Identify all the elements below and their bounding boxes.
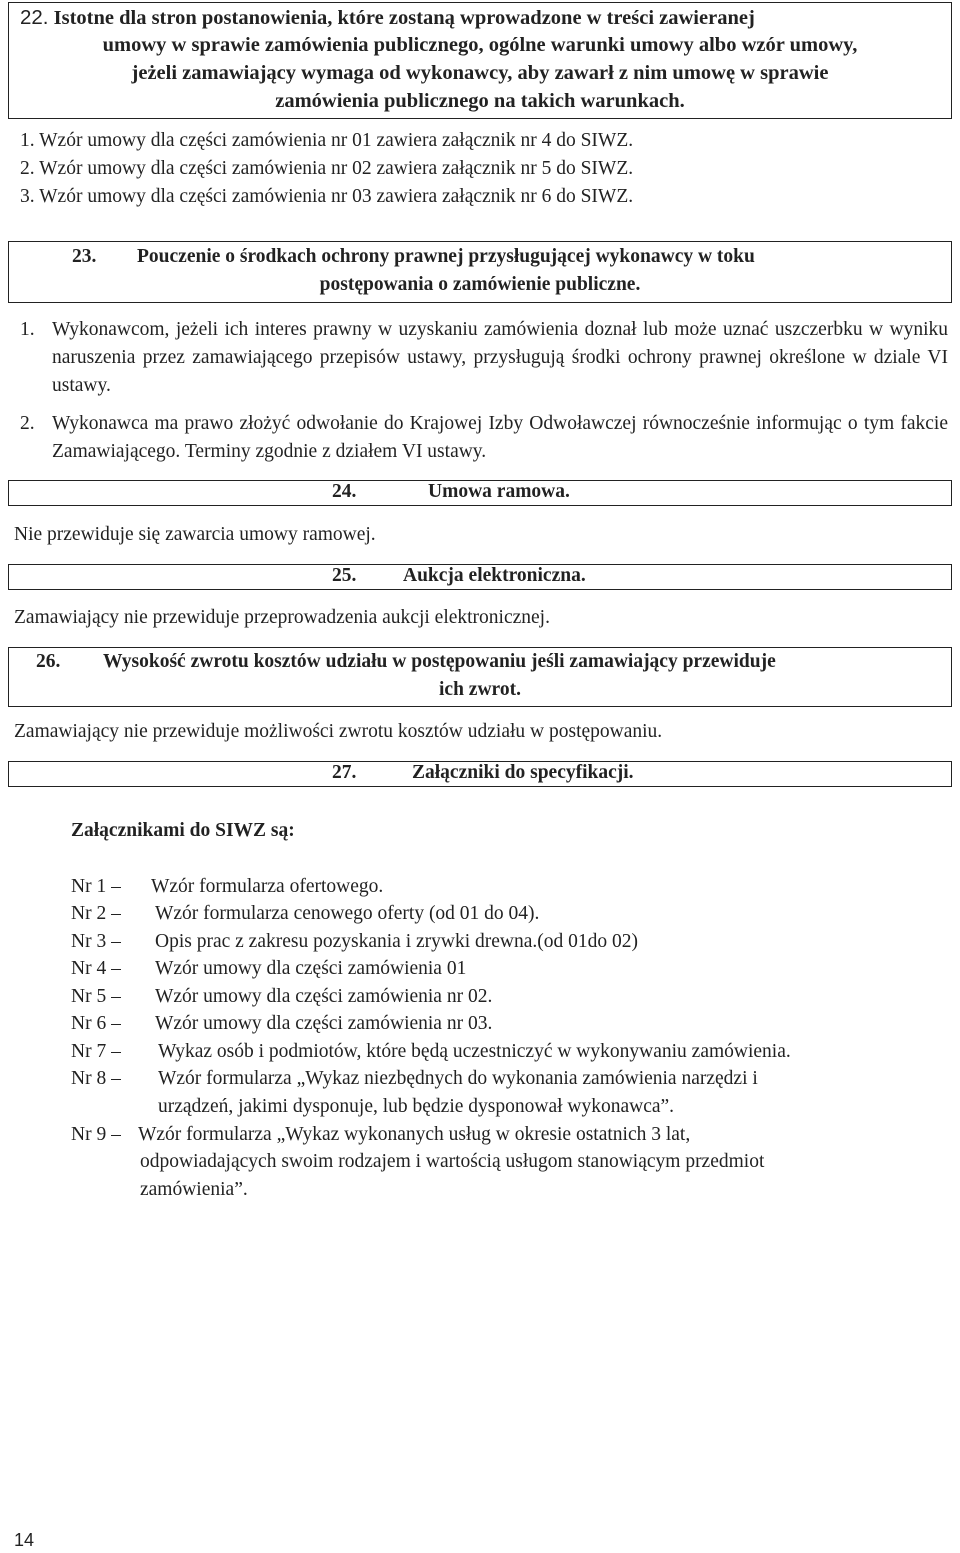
attachment-text-4: Wzór umowy dla części zamówienia 01 xyxy=(155,958,467,979)
section-23-number: 23. xyxy=(72,246,97,267)
section-22-title-line-3: jeżeli zamawiający wymaga od wykonawcy, aby zawarł z nim umowę w sprawie xyxy=(131,62,829,84)
attachment-item-4: Nr 4 – xyxy=(71,958,121,979)
section-24-title: Umowa ramowa. xyxy=(428,481,570,502)
attachment-text-9-cont2: zamówienia”. xyxy=(140,1179,248,1200)
attachment-text-5: Wzór umowy dla części zamówienia nr 02. xyxy=(155,986,493,1007)
section-26-body: Zamawiający nie przewiduje możliwości zwrotu kosztów udziału w postępowaniu. xyxy=(14,721,663,742)
attachment-text-1: Wzór formularza ofertowego. xyxy=(151,876,384,897)
section-23-para-1: Wykonawcom, jeżeli ich interes prawny w uzyskaniu zamówienia doznał lub może uznać uszczerbku w wyniku naruszenia przez zamawiającego przepisów ustawy, przysługują środki ochrony prawnej określone w dziale VI ustawy. xyxy=(52,319,948,396)
attachment-text-9: Wzór formularza „Wykaz wykonanych usług w okresie ostatnich 3 lat, xyxy=(138,1124,691,1145)
attachment-item-9: Nr 9 – xyxy=(71,1124,121,1145)
attachment-item-7: Nr 7 – xyxy=(71,1041,121,1062)
section-23-para-2: Wykonawca ma prawo złożyć odwołanie do Krajowej Izby Odwoławczej równocześnie informując o tym fakcie Zamawiającego. Terminy zgodnie z działem VI ustawy. xyxy=(52,413,948,462)
section-22-title-line-1: 22. Istotne dla stron postanowienia, które zostaną wprowadzone w treści zawieranej xyxy=(20,6,755,29)
section-25-title: Aukcja elektroniczna. xyxy=(403,565,586,586)
section-24-number: 24. xyxy=(332,481,357,502)
section-23-para-2-number: 2. xyxy=(20,413,35,434)
attachment-text-7: Wykaz osób i podmiotów, które będą uczestniczyć w wykonywaniu zamówienia. xyxy=(158,1041,791,1062)
section-23-title-line-1: Pouczenie o środkach ochrony prawnej przysługującej wykonawcy w toku xyxy=(137,246,755,267)
section-22-item-1: 1. Wzór umowy dla części zamówienia nr 01 zawiera załącznik nr 4 do SIWZ. xyxy=(20,130,634,151)
section-22-title-line-2: umowy w sprawie zamówienia publicznego, ogólne warunki umowy albo wzór umowy, xyxy=(102,34,858,56)
attachment-item-1: Nr 1 – xyxy=(71,876,121,897)
attachment-text-6: Wzór umowy dla części zamówienia nr 03. xyxy=(155,1013,493,1034)
attachment-item-2: Nr 2 – xyxy=(71,903,121,924)
section-26-number: 26. xyxy=(36,651,61,672)
section-22-number: 22. xyxy=(20,6,49,29)
section-26-title-line-2: ich zwrot. xyxy=(439,679,521,700)
section-26-title-line-1: Wysokość zwrotu kosztów udziału w postępowaniu jeśli zamawiający przewiduje xyxy=(103,651,776,672)
section-25-body: Zamawiający nie przewiduje przeprowadzenia aukcji elektronicznej. xyxy=(14,607,550,628)
attachment-item-8: Nr 8 – xyxy=(71,1068,121,1089)
attachment-item-3: Nr 3 – xyxy=(71,931,121,952)
section-22-title-line-4: zamówienia publicznego na takich warunkach. xyxy=(275,90,685,112)
attachment-text-9-cont: odpowiadających swoim rodzajem i wartością usługom stanowiącym przedmiot xyxy=(140,1151,765,1172)
section-23-para-1-number: 1. xyxy=(20,319,35,340)
section-22-item-3: 3. Wzór umowy dla części zamówienia nr 03 zawiera załącznik nr 6 do SIWZ. xyxy=(20,186,634,207)
section-22-item-2: 2. Wzór umowy dla części zamówienia nr 02 zawiera załącznik nr 5 do SIWZ. xyxy=(20,158,634,179)
section-25-number: 25. xyxy=(332,565,357,586)
section-23-title-line-2: postępowania o zamówienie publiczne. xyxy=(319,274,641,295)
attachment-item-5: Nr 5 – xyxy=(71,986,121,1007)
attachment-text-3: Opis prac z zakresu pozyskania i zrywki drewna.(od 01do 02) xyxy=(155,931,639,952)
attachment-item-6: Nr 6 – xyxy=(71,1013,121,1034)
attachment-text-2: Wzór formularza cenowego oferty (od 01 do 04). xyxy=(155,903,540,924)
page-number: 14 xyxy=(14,1530,35,1550)
section-27-subtitle: Załącznikami do SIWZ są: xyxy=(71,820,295,841)
section-27-title: Załączniki do specyfikacji. xyxy=(412,762,634,783)
section-27-number: 27. xyxy=(332,762,357,783)
attachment-text-8: Wzór formularza „Wykaz niezbędnych do wykonania zamówienia narzędzi i xyxy=(158,1068,758,1089)
section-24-body: Nie przewiduje się zawarcia umowy ramowej. xyxy=(14,524,376,545)
attachment-text-8-cont: urządzeń, jakimi dysponuje, lub będzie dysponował wykonawca”. xyxy=(158,1096,675,1117)
